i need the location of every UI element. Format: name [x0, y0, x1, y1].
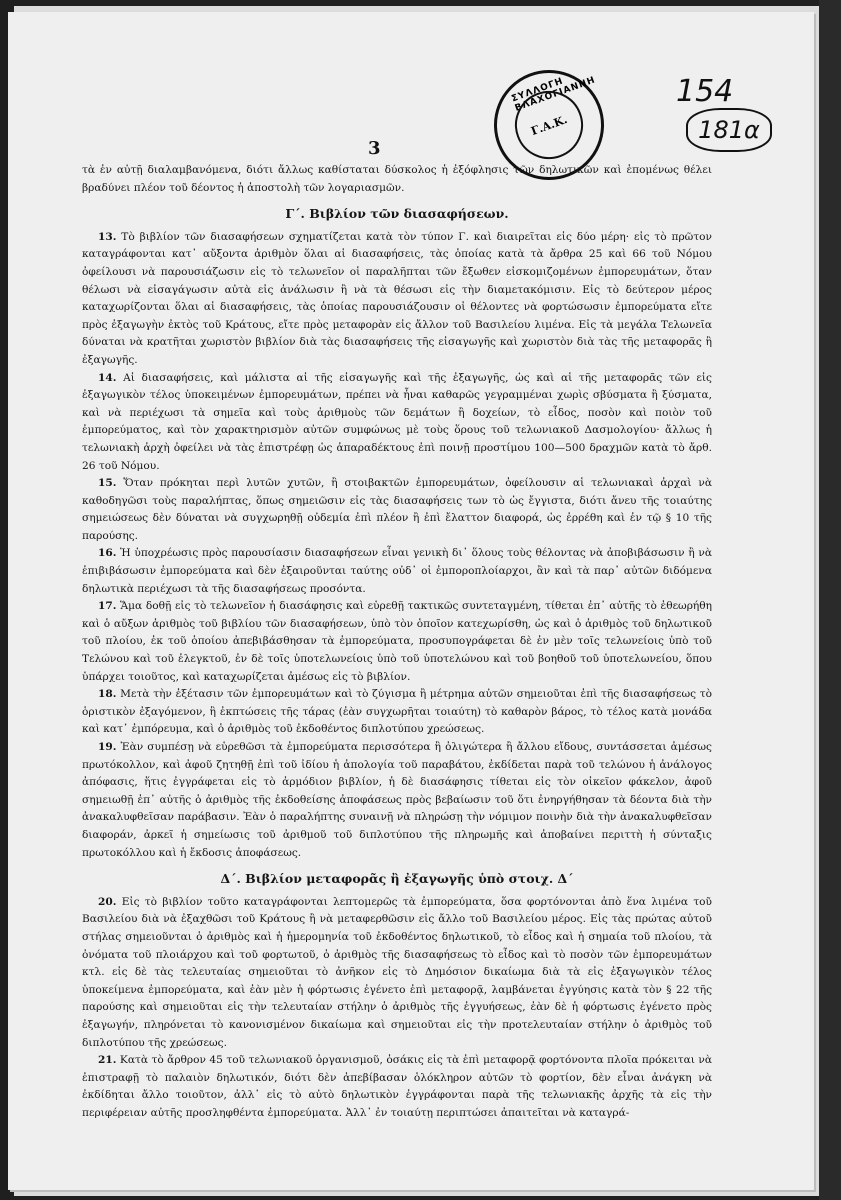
- stamp-center-text: Γ.Α.Κ.: [529, 112, 569, 138]
- paragraph-text: Ἐὰν συμπέσῃ νὰ εὑρεθῶσι τὰ ἐμπορεύματα περισσότερα ἢ ὀλιγώτερα ἢ ἄλλου εἴδους, συντάσσεται ἀμέσως πρωτόκολλον, καὶ ἀφοῦ ζητηθῇ ἐπὶ τοῦ ἰδίου ἡ ἀπολογία τοῦ παραβάτου, ἐκδίδεται παρὰ τοῦ τελώνου ἡ ἀνάλογος ἀπόφασις, ἥτις ἐγγράφεται εἰς τὸ ἁρμόδιον βιβλίον, ἡ δὲ διασάφησις τίθεται εἰς τὸν οἰκεῖον φάκελον, ἀφοῦ σημειωθῇ ἐπ᾽ αὐτῆς ὁ ἀριθμὸς τῆς ἐκδοθείσης ἀποφάσεως πρὸς βεβαίωσιν τοῦ ὅτι ἐνηργήθησαν τὰ δέοντα διὰ τὴν ἀνακαλυφθεῖσαν παράβασιν. Ἐὰν ὁ παραλήπτης συναινῇ νὰ πληρώσῃ τὴν νόμιμον ποινὴν διὰ τὴν ἀνακαλυφθεῖσαν διαφοράν, ἀρκεῖ ἡ σημείωσις τοῦ ἀριθμοῦ τοῦ διπλοτύπου τῆς πληρωμῆς καὶ ἀποβαίνει περιττὴ ἡ σύνταξις πρωτοκόλλου καὶ ἡ ἔκδοσις ἀποφάσεως.: [82, 741, 712, 859]
- paragraph-number: 18.: [98, 688, 117, 701]
- handwritten-folio-number: 154: [676, 74, 734, 109]
- paragraph-number: 20.: [98, 895, 117, 908]
- paragraph-19: [82, 739, 712, 862]
- paragraph-14: [82, 370, 712, 476]
- paragraph-number: 14.: [98, 371, 117, 384]
- paragraph-text: Τὸ βιβλίον τῶν διασαφήσεων σχηματίζεται κατὰ τὸν τύπον Γ. καὶ διαιρεῖται εἰς δύο μέρη· εἰς τὸ πρῶτον καταγράφονται κατ᾽ αὔξοντα ἀριθμὸν ὅλαι αἱ διασαφήσεις, τὰς ὁποίας κατὰ τὰ ἄρθρα 25 καὶ 66 τοῦ Νόμου ὀφείλουσι νὰ παρουσιάζωσιν εἰς τὸ τελωνεῖον οἱ παραλῆπται τῶν ἔξωθεν εἰσκομιζομένων ἐμπορευμάτων, ὅταν θέλωσι νὰ εἰσαγάγωσιν αὐτὰ εἰς ἀνάλωσιν ἢ νὰ τὰ θέσωσι εἰς τὴν διαμετακόμισιν. Εἰς τὸ δεύτερον μέρος καταχωρίζονται ὅλαι αἱ διασαφήσεις, τὰς ὁποίας παρουσιάζουσιν οἱ θέλοντες νὰ φορτώσωσιν ἐμπορεύματα εἴτε πρὸς ἐξαγωγὴν ἐκτὸς τοῦ Κράτους, εἴτε πρὸς μεταφορὰν εἰς ἄλλον τοῦ Βασιλείου λιμένα. Εἰς τὰ μεγάλα Τελωνεῖα δύναται νὰ κρατῆται χωριστὸν βιβλίον διὰ τὰς διασαφήσεις τῆς εἰσαγωγῆς καὶ χωριστὸν διὰ τὰς τῆς μεταφορᾶς ἢ ἐξαγωγῆς.: [82, 230, 712, 366]
- section-heading-g: Γ΄. Βιβλίον τῶν διασαφήσεων.: [285, 206, 509, 222]
- paragraph-text: Ἡ ὑποχρέωσις πρὸς παρουσίασιν διασαφήσεων εἶναι γενικὴ δι᾽ ὅλους τοὺς θέλοντας νὰ ἀποβιβάσωσιν ἢ νὰ ἐπιβιβάσωσιν ἐμπορεύματα καὶ δὲν ἐξαιροῦνται ταύτης οὐδ᾽ οἱ ἐμποροπλοίαρχοι, ἂν καὶ τὰ παρ᾽ αὐτῶν διδόμενα δηλωτικὰ περιέχωσι τὰ τῆς διασαφήσεως προσόντα.: [82, 547, 713, 595]
- page-number: 3: [368, 138, 381, 159]
- paragraph-number: 21.: [98, 1054, 117, 1067]
- paragraph-number: 13.: [98, 230, 117, 243]
- paragraph-number: 16.: [98, 547, 117, 560]
- paragraph-text: Αἱ διασαφήσεις, καὶ μάλιστα αἱ τῆς εἰσαγωγῆς καὶ τῆς ἐξαγωγῆς, ὡς καὶ αἱ τῆς μεταφορᾶς τῶν εἰς ἐξαγωγικὸν τέλος ὑποκειμένων ἐμπορευμάτων, πρέπει νὰ ἦναι καθαρῶς γεγραμμέναι χωρὶς σβύσματα ἢ ξύσματα, καὶ νὰ περιέχωσι τὰ σημεῖα καὶ τοὺς ἀριθμοὺς τῶν δεμάτων ἢ δοχείων, τὸ εἶδος, ποσὸν καὶ ποιὸν τοῦ ἐμπορεύματος, καὶ τὸν χαρακτηρισμὸν αὐτῶν συμφώνως μὲ τοὺς ὅρους τοῦ τελωνιακοῦ Δασμολογίου· ἄλλως ἡ τελωνιακὴ ἀρχὴ ὀφείλει νὰ τὰς ἐπιστρέφῃ ὡς ἀπαραδέκτους ἐπὶ ποινῇ προστίμου 100—500 δραχμῶν κατὰ τὸ ἄρθ. 26 τοῦ Νόμου.: [82, 371, 712, 472]
- paragraph-20: [82, 894, 712, 1052]
- section-heading-d: Δ΄. Βιβλίον μεταφορᾶς ἢ ἐξαγωγῆς ὑπὸ στοιχ. Δ΄: [220, 871, 574, 887]
- intro-paragraph: τὰ ἐν αὐτῇ διαλαμβανόμενα, διότι ἄλλως καθίσταται δύσκολος ἡ ἐξόφλησις τῶν δηλωτικῶν καὶ ἑπομένως θέλει βραδύνει πλέον τοῦ δέοντος ἡ ἀποστολὴ τῶν λογαριασμῶν.: [82, 164, 712, 194]
- stamp-ring-text: ΣΥΛΛΟΓΗ ΒΛΑΧΟΓΙΑΝΝΗ: [510, 75, 598, 114]
- paragraph-16: [82, 545, 712, 598]
- handwritten-boxed-number: [686, 108, 772, 152]
- paragraph-15: [82, 475, 712, 545]
- paragraph-text: Μετὰ τὴν ἐξέτασιν τῶν ἐμπορευμάτων καὶ τὸ ζύγισμα ἢ μέτρημα αὐτῶν σημειοῦται ἐπὶ τῆς διασαφήσεως τὸ ὁριστικὸν ἐξαγόμενον, ἢ ἐκπτώσεις τῆς τάρας (ἐὰν συγχωρῆται τοιαύτη) τὸ καθαρὸν βάρος, τὸ τέλος κατὰ μονάδα καὶ κατ᾽ ἐμπόρευμα, καὶ ὁ ἀριθμὸς τοῦ ἐκδοθέντος διπλοτύπου χρεώσεως.: [82, 688, 712, 736]
- paragraph-number: 17.: [98, 600, 117, 613]
- paragraph-17: [82, 598, 712, 686]
- paragraph-number: 15.: [98, 477, 117, 490]
- paragraph-21: [82, 1052, 712, 1122]
- paragraph-13: [82, 229, 712, 370]
- paragraph-text: Εἰς τὸ βιβλίον τοῦτο καταγράφονται λεπτομερῶς τὰ ἐμπορεύματα, ὅσα φορτόνονται ἀπὸ ἕνα λιμένα τοῦ Βασιλείου διὰ νὰ ἐξαχθῶσι τοῦ Κράτους ἢ νὰ μεταφερθῶσιν εἰς ἄλλο τοῦ Βασιλείου μέρος. Εἰς τὰς πρώτας αὐτοῦ στήλας σημειοῦνται ὁ ἀριθμὸς καὶ ἡ ἡμερομηνία τοῦ ἐκδοθέντος δηλωτικοῦ, τὸ εἶδος καὶ ἡ σημαία τοῦ πλοίου, τὰ ὀνόματα τοῦ πλοιάρχου καὶ τοῦ φορτωτοῦ, ὁ ἀριθμὸς τῆς διασαφήσεως τὸ εἶδος καὶ τὸ ποσὸν τῶν ἐμπορευμάτων κτλ. εἰς δὲ τὰς τελευταίας σημειοῦται τὸ ἀνῆκον εἰς τὸ Δημόσιον δικαίωμα διὰ τὰ εἰς ἐξαγωγικὸν τέλος ὑποκείμενα ἐμπορεύματα, καὶ ἐὰν μὲν ἡ φόρτωσις ἐγένετο ἐπὶ μεταφορᾷ, λαμβάνεται ἐγγύησις κατὰ τὸν § 22 τῆς παρούσης καὶ σημειοῦται εἰς τὴν τελευταίαν στήλην ὁ ἀριθμὸς τῆς ἐγγυήσεως, ἐὰν δὲ ἡ φόρτωσις ἐγένετο πρὸς ἐξαγωγήν, πληρόνεται τὸ κανονισμένον δικαίωμα καὶ σημειοῦται εἰς τὴν προτελευταίαν στήλην ὁ ἀριθμὸς τοῦ διπλοτύπου τῆς χρεώσεως.: [82, 895, 712, 1049]
- document-page: [8, 12, 814, 1190]
- document-body: [82, 162, 712, 1122]
- paragraph-18: [82, 686, 712, 739]
- paragraph-text: Ἅμα δοθῇ εἰς τὸ τελωνεῖον ἡ διασάφησις καὶ εὑρεθῇ τακτικῶς συντεταγμένη, τίθεται ἐπ᾽ αὐτῆς τὸ ἐθεωρήθη καὶ ὁ αὔξων ἀριθμὸς τοῦ βιβλίου τῶν διασαφήσεων, ὑπὸ τὸν ὁποῖον κατεχωρίσθη, ὡς καὶ ὁ ἀριθμὸς τοῦ δηλωτικοῦ τοῦ πλοίου, ἐκ τοῦ ὁποίου ἀπεβιβάσθησαν τὰ ἐμπορεύματα, προσυπογράφεται δὲ ἐν μὲν τοῖς τελωνείοις ὑπὸ τοῦ Τελώνου καὶ τοῦ ἐλεγκτοῦ, ἐν δὲ τοῖς ὑποτελωνείοις ὑπὸ τοῦ ὑποτελώνου καὶ τοῦ βοηθοῦ τοῦ ὑποτελωνείου, ὅπου ὑπάρχει τοιοῦτος, καὶ καταχωρίζεται ἀμέσως εἰς τὸ βιβλίον.: [82, 600, 712, 683]
- paragraph-number: 19.: [98, 741, 117, 753]
- boxed-number-text: 181α: [698, 116, 760, 144]
- scan-edge: [819, 0, 841, 1200]
- paragraph-text: Κατὰ τὸ ἄρθρον 45 τοῦ τελωνιακοῦ ὀργανισμοῦ, ὁσάκις εἰς τὰ ἐπὶ μεταφορᾷ φορτόνοντα πλοῖα πρόκειται νὰ ἐπιστραφῇ τὸ παλαιὸν δηλωτικόν, διότι δὲν ἀπεβίβασαν ὁλόκληρον αὐτῶν τὸ φορτίον, δὲν εἶναι ἀνάγκη νὰ ἐκδίδηται ἄλλο τοιοῦτον, ἀλλ᾽ εἰς τὸ αὐτὸ δηλωτικὸν ἐγγράφονται παρὰ τῆς τελωνιακῆς ἀρχῆς τὰ εἰς τὴν περιφέρειαν αὐτῆς προσληφθέντα ἐμπορεύματα. Ἀλλ᾽ ἐν τοιαύτῃ περιπτώσει ἀπαιτεῖται νὰ καταγρά-: [82, 1054, 712, 1119]
- paragraph-text: Ὅταν πρόκηται περὶ λυτῶν χυτῶν, ἢ στοιβακτῶν ἐμπορευμάτων, ὀφείλουσιν αἱ τελωνιακαὶ ἀρχαὶ νὰ καθοδηγῶσι τοὺς παραλήπτας, ὅπως σημειῶσιν εἰς τὰς διασαφήσεις των τὸ ὡς ἔγγιστα, διότι ἄνευ τῆς τοιαύτης σημειώσεως δὲν δύναται νὰ συγχωρηθῇ οὐδεμία ἐπὶ πλέον ἢ ἐπὶ ἔλαττον διαφορά, ὡς ἐρρέθη καὶ ἐν τῷ § 10 τῆς παρούσης.: [82, 477, 712, 542]
